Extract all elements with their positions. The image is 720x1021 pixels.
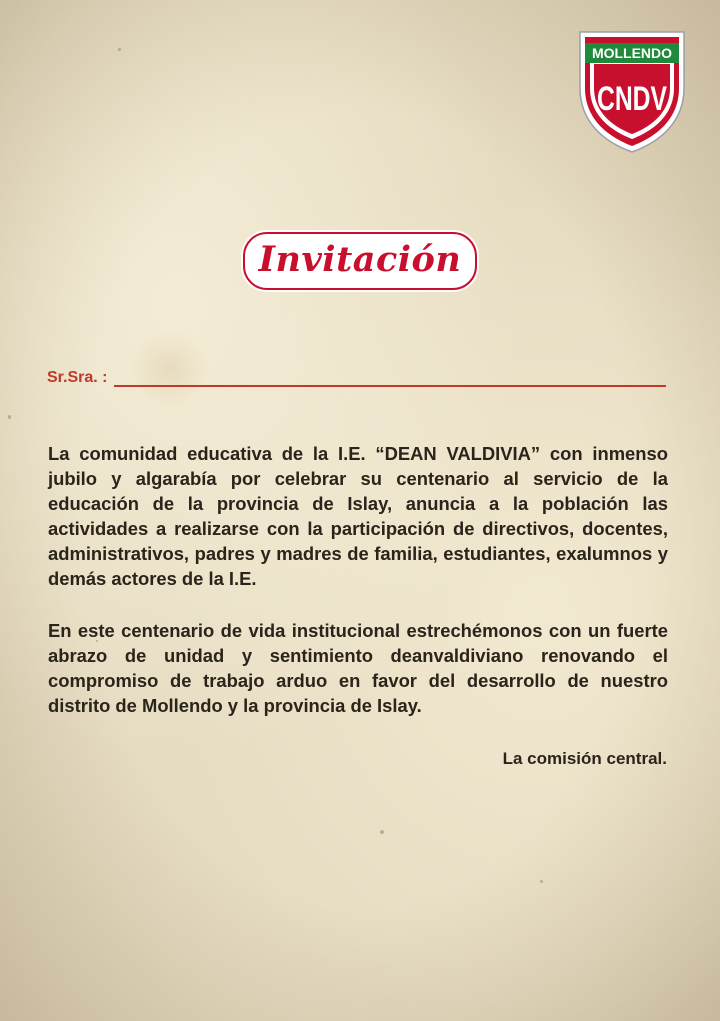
paper-speck <box>118 48 121 51</box>
paper-speck <box>380 830 384 834</box>
salutation-row <box>47 369 666 389</box>
invitation-title: Invitación <box>243 232 478 290</box>
recipient-name-line <box>114 385 666 387</box>
title-container <box>0 232 720 290</box>
paper-speck <box>8 415 11 419</box>
salutation-label: Sr.Sra. : <box>47 369 108 386</box>
signature: La comisión central. <box>502 749 667 768</box>
crest-monogram: CNDV <box>597 80 668 118</box>
body-paragraph-2: En este centenario de vida institucional estrechémonos con un fuerte abrazo de unidad y sentimiento deanvaldiviano renovando el compromiso de trabajo arduo en favor del desarrollo de nuestro distrito de Mollendo y la provincia de Islay. <box>48 620 668 716</box>
paper-speck <box>540 880 543 883</box>
school-crest-logo <box>576 26 688 154</box>
crest-banner-text: MOLLENDO <box>591 45 673 61</box>
body-paragraph-1: La comunidad educativa de la I.E. “DEAN VALDIVIA” con inmenso jubilo y algarabía por celebrar su centenario al servicio de la educación de la provincia de Islay, anuncia a la población las actividades a realizarse con la participación de directivos, docentes, administrativos, padres y madres de familia, estudiantes, exalumnos y demás actores de la I.E. <box>48 443 668 589</box>
